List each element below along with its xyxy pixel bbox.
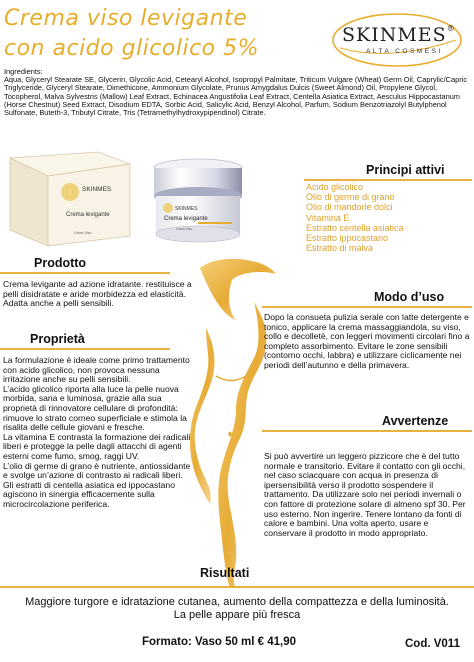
proprieta-paragraph: L’olio di germe di grano è nutriente, antiossidante e svolge un’azione di contrasto ai radicali liberi. <box>3 460 191 481</box>
proprieta-divider <box>0 348 170 350</box>
list-item: Olio di mandorle dolci <box>306 202 393 213</box>
modo-uso-divider <box>262 306 472 308</box>
proprieta-text <box>3 356 193 510</box>
product-title-line2: con acido glicolico 5% <box>4 36 260 61</box>
list-item: Acido glicolico <box>306 182 364 192</box>
principi-attivi-divider <box>304 179 472 181</box>
registered-mark: ® <box>446 24 456 33</box>
list-item: Vitamina E <box>306 212 350 223</box>
principi-attivi-list <box>306 182 404 253</box>
list-item: Estratto centella asiatica <box>306 222 404 233</box>
box-tag: Linea Viso <box>74 231 92 235</box>
product-jar <box>154 159 242 242</box>
list-item: Olio di germe di grano <box>306 192 395 203</box>
jar-tag: Linea Viso <box>176 227 193 231</box>
jar-product: Crema levigante <box>164 216 208 222</box>
product-code: Cod. V011 <box>405 638 460 650</box>
prodotto-text: Crema levigante ad azione idratante. restituisce a pelli disidratate e aride morbidezza ed elasticità. Adatta anche a pelli sensibili. <box>3 279 192 309</box>
proprieta-paragraph: Gli estratti di centella asiatica ed ippocastano agiscono in sinergia efficacemente sulla microcircolazione periferica. <box>3 479 175 509</box>
brand-logo <box>330 10 464 70</box>
avvertenze-text: Si può avvertire un leggero pizzicore che è del tutto normale e transitorio. Evitare il contatto con gli occhi, nel caso sciacquare con acqua in presenza di ipersensibilità verso il prodotto sospendere il trattamento. Da utilizzare solo nei periodi invernali o con fattore di protezione solare di almeno spf 30. Per uso esterno. Non ingerire. Tenere lontano da fonti di calore e bambini. Una volta aperto, usare e conservare il prodotto in modo appropriato. <box>264 451 466 538</box>
modo-uso-heading: Modo d’uso <box>374 290 445 304</box>
box-brand: SKINMES <box>82 186 112 193</box>
risultati-text <box>0 596 474 622</box>
jar-brand: SKINMES <box>175 206 198 212</box>
list-item: Estratto ippocastano <box>306 233 389 244</box>
product-box <box>10 152 130 246</box>
proprieta-paragraph: L’acido glicolico riporta alla luce la pelle nuova morbida, sana e luminosa, grazie alla sua proprietà di rinnovatore cellulare di profondità: rimuove lo strato corneo superficiale e stimola la risalita delle cellule giovani e fresche. <box>3 383 187 433</box>
proprieta-paragraph: La formulazione è ideale come primo trattamento con acido glicolico, non provoca nessuna irritazione anche su pelli sensibili. <box>3 355 190 385</box>
avvertenze-divider <box>262 430 472 432</box>
list-item: Estratto di malva <box>306 243 374 254</box>
box-product: Crema levigante <box>66 212 110 218</box>
brand-tagline: ALTA COSMESI <box>366 48 443 55</box>
product-title-line1: Crema viso levigante <box>4 6 248 31</box>
proprieta-paragraph: La vitamina E contrasta la formazione dei radicali liberi e protegge la pelle dagli attacchi di agenti esterni come fumo, smog, raggi UV. <box>3 431 191 461</box>
brand-name: SKINMES <box>342 24 447 46</box>
ingredients-label: Ingredients: <box>4 67 43 76</box>
ingredients-text: Aqua, Glyceryl Stearate SE, Glycerin, Glycolic Acid, Cetearyl Alcohol, Isopropyl Palmitate, Triticum Vulgare (Wheat) Germ Oil, Caprylic/Capric Triglyceride, Glyceryl Stearate, Dimethicone, Ammonium Glycolate, Prunus Amygdalus Dulcis (Sweet Almond) Oil, Propylene Glycol, Tocopherol, Malva Sylvestris (Mallow) Leaf Extract, Echinacea Angustifolia Leaf Extract, Centella Asiatica Extract, Aesculus Hippocastanum (Horse Chestnut) Seed Extract, Disodium EDTA, Sorbic Acid, Salicylic Acid, Benzyl Alcohol, Parfum, Sodium Benzotriazolyl Butylphenol Sulfonate, Buteth-3, Tributyl Citrate, Tris (Tetramethylhydroxypiperidinol) Citrate. <box>4 75 468 118</box>
format-price: Formato: Vaso 50 ml € 41,90 <box>142 636 297 648</box>
risultati-heading: Risultati <box>200 566 250 580</box>
proprieta-heading: Proprietà <box>30 332 85 346</box>
modo-uso-text: Dopo la consueta pulizia serale con latte detergente e tonico, applicare la crema massaggiandola, su viso, collo e decolletè, con leggeri movimenti circolari fino a completo assorbimento. Evitare le zone sensibili (contorno occhi, labbra) e utilizzare ciclicamente nei periodi dell’autunno e della primavera. <box>264 312 470 370</box>
risultati-line2: La pelle appare più fresca <box>173 609 301 621</box>
prodotto-heading: Prodotto <box>34 256 87 270</box>
avvertenze-heading: Avvertenze <box>382 414 449 428</box>
principi-attivi-heading: Principi attivi <box>366 163 445 177</box>
prodotto-divider <box>0 272 170 274</box>
product-packaging-image <box>8 150 298 250</box>
risultati-divider <box>0 586 474 588</box>
risultati-line1: Maggiore turgore e idratazione cutanea, aumento della compattezza e della luminosità. <box>25 596 449 608</box>
ingredients-block <box>4 68 470 117</box>
